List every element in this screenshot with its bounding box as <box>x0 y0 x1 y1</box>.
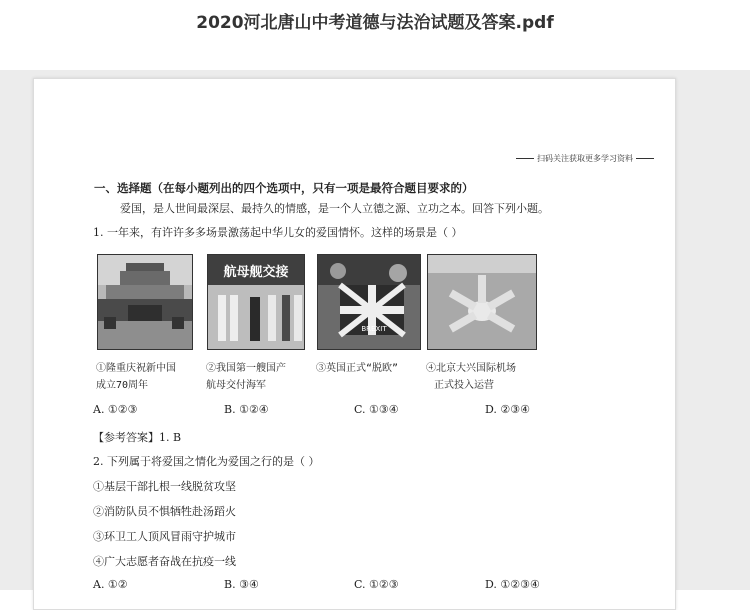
q1-option-b: B. ①②④ <box>224 403 269 416</box>
q1-answer: 【参考答案】1. B <box>93 431 182 444</box>
q2-item-2: ②消防队员不惧牺牲赴汤蹈火 <box>93 505 236 518</box>
q2-item-3: ③环卫工人顶风冒雨守护城市 <box>93 530 236 543</box>
intro-text: 爱国，是人世间最深层、最持久的情感，是一个人立德之源、立功之本。回答下列小题。 <box>120 202 549 215</box>
q2-option-a: A. ①② <box>93 578 128 591</box>
carrier-sign-text: 航母舰交接 <box>223 265 289 280</box>
q1-option-d: D. ②③④ <box>485 403 531 416</box>
q1-stem: 1. 一年来，有许许多多场景激荡起中华儿女的爱国情怀。这样的场景是（ ） <box>93 226 463 239</box>
document-title: 2020河北唐山中考道德与法治试题及答案.pdf <box>196 13 554 33</box>
q2-item-1: ①基层干部扎根一线脱贫攻坚 <box>93 480 236 493</box>
image-1-caption: ①隆重庆祝新中国 成立70周年 <box>96 363 176 391</box>
parade-photo <box>97 254 193 350</box>
image-4-caption: ④北京大兴国际机场 正式投入运营 <box>426 363 516 391</box>
brexit-flag-photo <box>317 254 421 350</box>
header-note: 扫码关注获取更多学习资料 <box>513 153 657 164</box>
q2-option-d: D. ①②③④ <box>485 578 540 591</box>
brexit-flag-text: BREXIT <box>361 325 387 333</box>
image-3-caption: ③英国正式“脱欧” <box>316 363 399 374</box>
carrier-handover-photo <box>207 254 305 350</box>
q2-item-4: ④广大志愿者奋战在抗疫一线 <box>93 555 236 568</box>
q2-stem: 2. 下列属于将爱国之情化为爱国之行的是（ ） <box>93 455 320 468</box>
pdf-page <box>33 78 676 610</box>
q2-option-b: B. ③④ <box>224 578 259 591</box>
section-title: 一、选择题（在每小题列出的四个选项中，只有一项是最符合题目要求的） <box>94 181 474 195</box>
title-bar <box>0 0 750 70</box>
q2-option-c: C. ①②③ <box>354 578 399 591</box>
airport-photo <box>427 254 537 350</box>
q1-option-c: C. ①③④ <box>354 403 399 416</box>
q1-option-a: A. ①②③ <box>93 403 138 416</box>
image-2-caption: ②我国第一艘国产 航母交付海军 <box>206 363 286 391</box>
